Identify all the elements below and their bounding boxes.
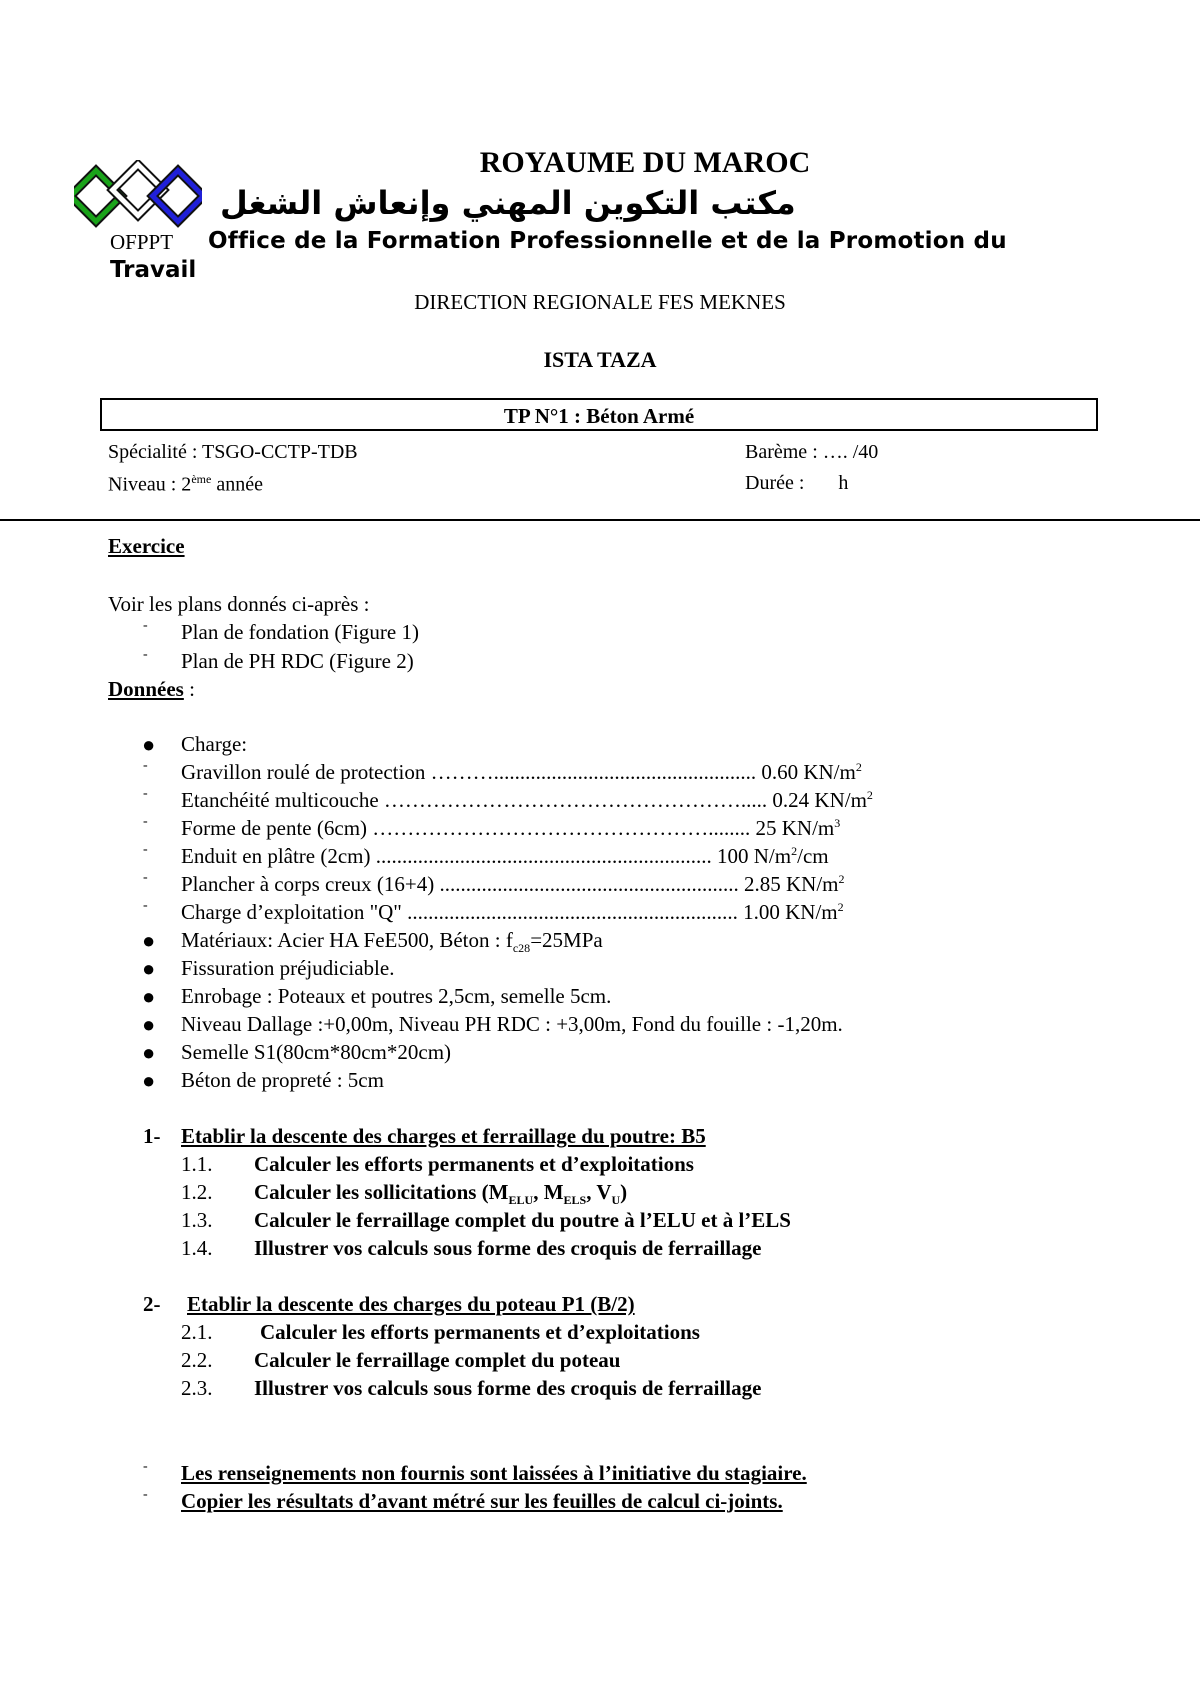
subquestion-number: 2.1.	[181, 1320, 213, 1344]
subquestion-text: Calculer le ferraillage complet du poteau	[254, 1348, 621, 1372]
subquestion-number: 2.2.	[181, 1348, 213, 1372]
voir-intro: Voir les plans donnés ci-après :	[108, 592, 370, 616]
subquestion-number: 1.1.	[181, 1152, 213, 1176]
bullet-dot: ●	[142, 1068, 156, 1093]
org-short-name: OFPPT	[110, 230, 174, 254]
dash-bullet: -	[143, 870, 148, 885]
duree: Durée : h	[745, 472, 849, 494]
dash-bullet: -	[143, 1459, 148, 1474]
bullet-item: Fissuration préjudiciable.	[181, 956, 395, 980]
note-item: Les renseignements non fournis sont laissées à l’initiative du stagiaire.	[181, 1461, 807, 1485]
plan-item: Plan de PH RDC (Figure 2)	[181, 649, 414, 673]
org-full-name: Office de la Formation Professionnelle et de la Promotion du	[208, 228, 1007, 254]
load-item: Etanchéité multicouche ……………………………………………..... 0.24 $KN/m^2$	[181, 788, 873, 812]
bullet-dot: ●	[142, 732, 156, 757]
subquestion-number: 1.4.	[181, 1236, 213, 1260]
subquestion-text: Calculer les sollicitations ($M_{ELU}$, $M_{ELS}$, $V_U$)	[254, 1180, 628, 1208]
dash-bullet: -	[143, 898, 148, 913]
bullet-item: Niveau Dallage :+0,00m, Niveau PH RDC : +3,00m, Fond du fouille : -1,20m.	[181, 1012, 843, 1036]
bullet-dot: ●	[142, 1012, 156, 1037]
question-number: 1-	[143, 1124, 161, 1148]
institute-name: ISTA TAZA	[543, 347, 657, 372]
subquestion-text: Calculer les efforts permanents et d’exploitations	[254, 1152, 694, 1176]
load-item: Gravillon roulé de protection ……….................................................. 0.60 $KN/m^2$	[181, 760, 862, 784]
question-title: Etablir la descente des charges et ferraillage du poutre: B5	[181, 1124, 706, 1148]
load-item: Forme de pente (6cm) …………………………………………........ 25 $KN/m^3$	[181, 816, 841, 840]
direction-regionale: DIRECTION REGIONALE FES MEKNES	[414, 290, 786, 314]
bullet-item: Béton de propreté : 5cm	[181, 1068, 384, 1092]
materiaux: Matériaux: Acier HA FeE500, Béton : $f_{c28}=25MPa$	[181, 928, 603, 956]
specialite: Spécialité : TSGO-CCTP-TDB	[108, 441, 358, 463]
donnees-heading: Données :	[108, 677, 195, 701]
load-item: Enduit en plâtre (2cm) ................................................................ 100 $N/m^2/cm$	[181, 844, 829, 868]
bullet-dot: ●	[142, 984, 156, 1009]
subquestion-number: 1.3.	[181, 1208, 213, 1232]
header-divider	[0, 519, 1200, 521]
subquestion-text: Calculer le ferraillage complet du poutre à l’ELU et à l’ELS	[254, 1208, 791, 1232]
plan-item: Plan de fondation (Figure 1)	[181, 620, 419, 644]
bullet-dot: ●	[142, 956, 156, 981]
dash-bullet: -	[143, 814, 148, 829]
load-item: Charge d’exploitation "Q" ............................................................... 1.00 $KN/m^2$	[181, 900, 844, 924]
bullet-dot: ●	[142, 928, 156, 953]
bullet-item: Semelle S1(80cm*80cm*20cm)	[181, 1040, 452, 1064]
niveau: Niveau : 2ème année	[108, 472, 263, 496]
org-full-name-cont: Travail	[110, 257, 197, 283]
subquestion-text: Illustrer vos calculs sous forme des croquis de ferraillage	[254, 1236, 762, 1260]
bareme: Barème : …. /40	[745, 441, 879, 463]
question-title: Etablir la descente des charges du poteau P1 (B/2)	[187, 1292, 635, 1316]
dash-bullet: -	[143, 758, 148, 773]
dash-bullet: -	[143, 647, 148, 662]
tp-title: TP N°1 : Béton Armé	[503, 404, 695, 428]
bullet-dot: ●	[142, 1040, 156, 1065]
question-number: 2-	[143, 1292, 161, 1316]
subquestion-number: 1.2.	[181, 1180, 213, 1204]
subquestion-text: Calculer les efforts permanents et d’exploitations	[260, 1320, 700, 1344]
dash-bullet: -	[143, 842, 148, 857]
subquestion-text: Illustrer vos calculs sous forme des croquis de ferraillage	[254, 1376, 762, 1400]
dash-bullet: -	[143, 1487, 148, 1502]
dash-bullet: -	[143, 618, 148, 633]
exercice-heading: Exercice	[108, 534, 185, 558]
subquestion-number: 2.3.	[181, 1376, 213, 1400]
arabic-org-name: مكتب التكوين المهني وإنعاش الشغل	[220, 184, 796, 222]
tp-title-box	[100, 398, 1098, 431]
bullet-item: Enrobage : Poteaux et poutres 2,5cm, semelle 5cm.	[181, 984, 612, 1008]
charge-label: Charge:	[181, 732, 248, 756]
kingdom-title: ROYAUME DU MAROC	[479, 146, 811, 179]
load-item: Plancher à corps creux (16+4) ......................................................... 2.85 $KN/m^2$	[181, 872, 845, 896]
dash-bullet: -	[143, 786, 148, 801]
note-item: Copier les résultats d’avant métré sur les feuilles de calcul ci-joints.	[181, 1489, 783, 1513]
